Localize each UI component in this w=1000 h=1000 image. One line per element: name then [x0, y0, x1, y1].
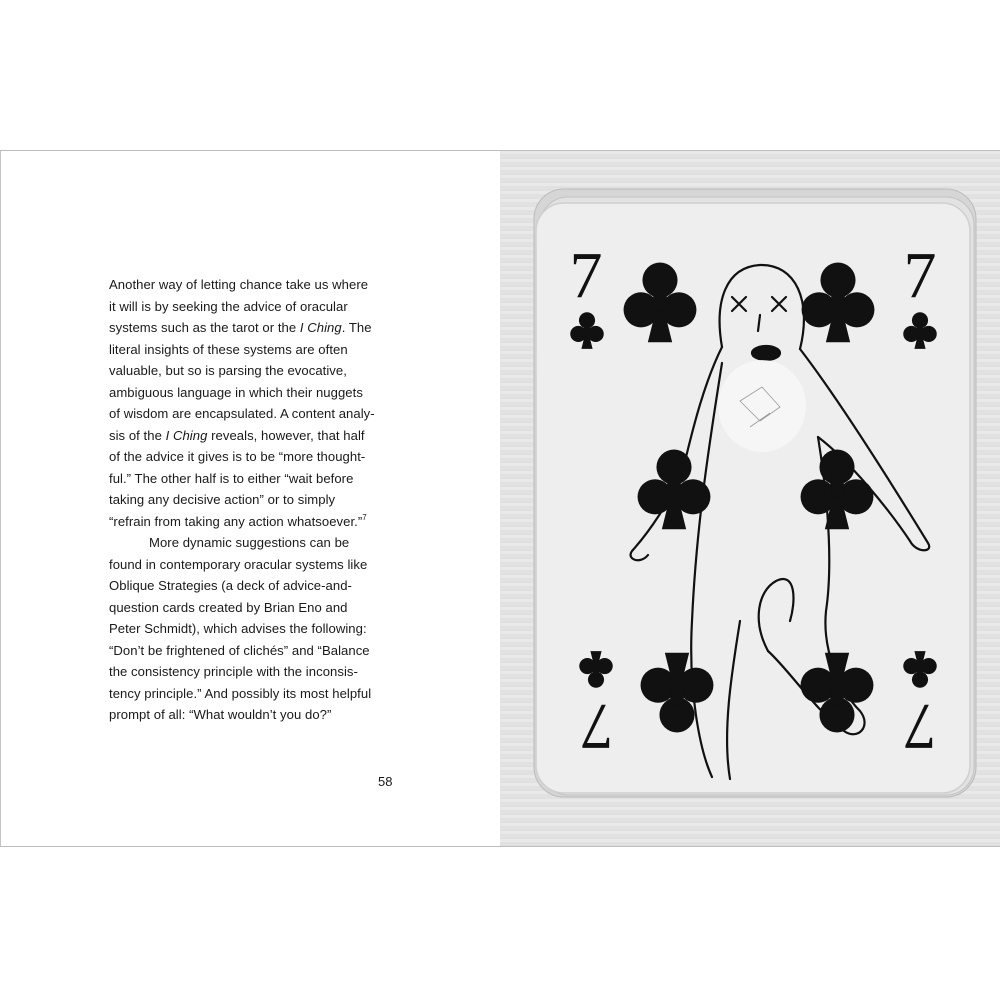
left-page	[0, 151, 500, 846]
text-line: Another way of letting chance take us where	[109, 277, 369, 292]
text-line: prompt of all: “What wouldn’t you do?”	[109, 707, 332, 722]
text-line: More dynamic suggestions can be	[149, 535, 350, 550]
text-segment: systems such as the tarot or the	[109, 320, 300, 335]
corner-rank-top-right: 7	[903, 239, 937, 312]
text-line: Oblique Strategies (a deck of advice-and-	[109, 578, 352, 593]
text-segment: sis of the	[109, 427, 166, 443]
corner-rank-top-left: 7	[569, 239, 603, 312]
card-photo-svg	[500, 151, 1000, 846]
corner-rank-bottom-left: 7	[580, 690, 614, 763]
page-number: 58	[378, 774, 393, 789]
text-line: literal insights of these systems are often	[109, 341, 348, 357]
playing-card	[536, 203, 970, 793]
text-segment: reveals, however, that half	[207, 427, 365, 443]
figure-mouth	[752, 346, 780, 360]
card-photo	[500, 151, 1000, 846]
text-line	[109, 317, 399, 339]
i-ching-title: I Ching	[299, 320, 342, 335]
corner-rank-bottom-right: 7	[903, 690, 937, 763]
text-line: it will is by seeking the advice of oracular	[109, 298, 348, 314]
footnote-reference[interactable]: 7	[362, 512, 367, 522]
book-spread	[0, 150, 1000, 847]
text-segment: “refrain from taking any action whatsoever.”	[109, 513, 363, 529]
scratched-patch	[718, 360, 806, 452]
text-line: the consistency principle with the inconsis-	[109, 664, 358, 679]
text-line: valuable, but so is parsing the evocative,	[109, 363, 347, 378]
text-segment: . The	[341, 320, 372, 335]
text-line: taking any decisive action” or to simply	[109, 492, 336, 507]
text-line: of wisdom are encapsulated. A content analy-	[109, 406, 375, 421]
text-line: “Don’t be frightened of clichés” and “Balance	[109, 642, 370, 658]
text-line	[109, 425, 399, 447]
text-line: Peter Schmidt), which advises the following:	[109, 621, 367, 636]
text-line: ambiguous language in which their nuggets	[109, 384, 363, 400]
text-line: question cards created by Brian Eno and	[109, 599, 348, 615]
text-line	[109, 511, 399, 533]
i-ching-title: I Ching	[165, 427, 208, 443]
text-line: ful.” The other half is to either “wait before	[109, 470, 354, 486]
body-text	[109, 274, 399, 726]
text-line: found in contemporary oracular systems like	[109, 556, 368, 572]
text-line: tency principle.” And possibly its most helpful	[109, 685, 372, 701]
text-line: of the advice it gives is to be “more thought-	[109, 449, 366, 464]
